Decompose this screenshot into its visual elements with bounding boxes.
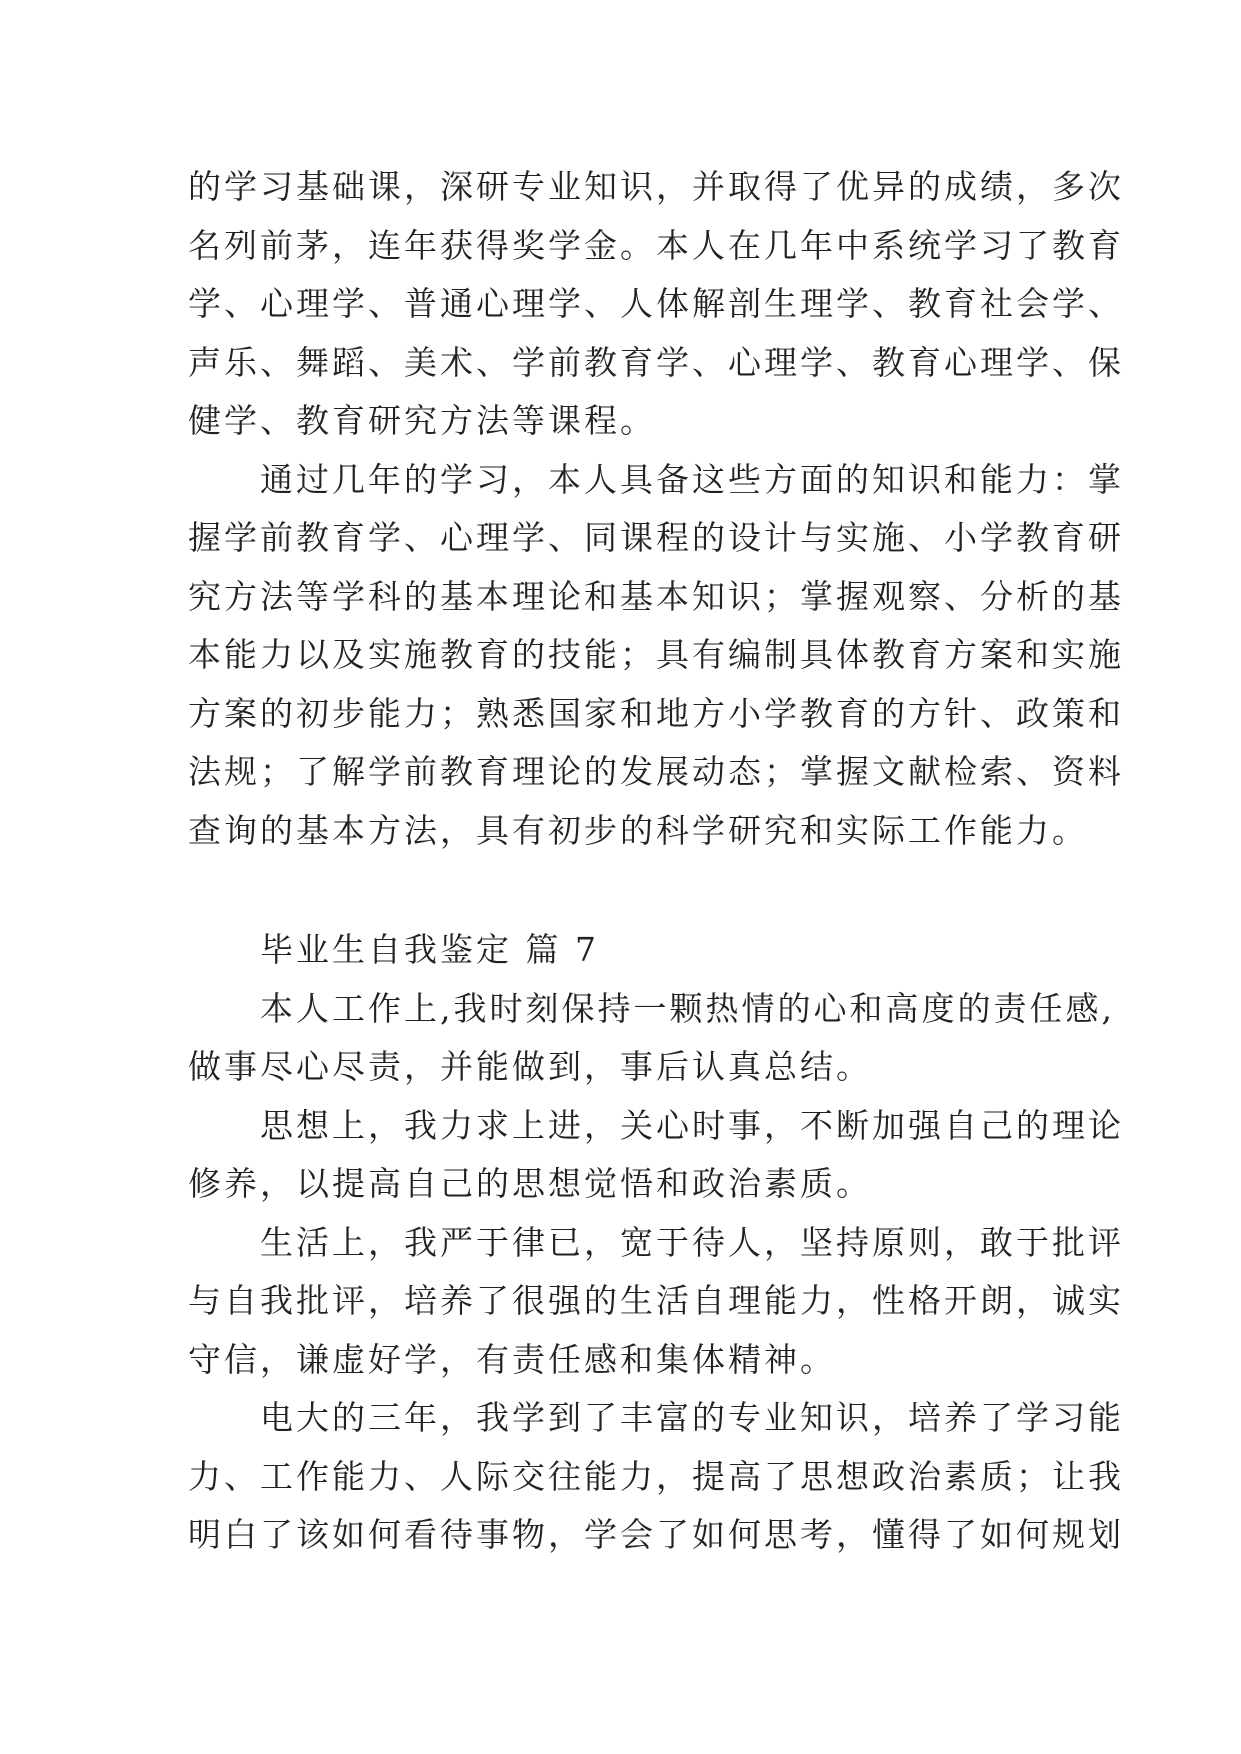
text-line: 握学前教育学、心理学、同课程的设计与实施、小学教育研 <box>188 518 1124 557</box>
text-line: 学、心理学、普通心理学、人体解剖生理学、教育社会学、 <box>188 284 1124 323</box>
paragraph-courses <box>188 158 1124 451</box>
text-line: 做事尽心尽责，并能做到，事后认真总结。 <box>188 1047 872 1086</box>
text-line: 声乐、舞蹈、美术、学前教育学、心理学、教育心理学、保 <box>188 342 1124 382</box>
text-line: 的学习基础课，深研专业知识，并取得了优异的成绩，多次 <box>188 167 1124 206</box>
text-line: 查询的基本方法，具有初步的科学研究和实际工作能力。 <box>188 810 1088 850</box>
text-line: 修养，以提高自己的思想觉悟和政治素质。 <box>188 1164 872 1203</box>
document-body <box>188 158 1124 1565</box>
text-line: 明白了该如何看待事物，学会了如何思考，懂得了如何规划 <box>188 1515 1124 1554</box>
text-line: 法规；了解学前教育理论的发展动态；掌握文献检索、资料 <box>188 752 1124 791</box>
text-line: 思想上，我力求上进，关心时事，不断加强自己的理论 <box>188 1105 1124 1145</box>
section-gap <box>188 860 1068 921</box>
section-heading: 毕业生自我鉴定 篇 7 <box>188 930 599 969</box>
text-line: 究方法等学科的基本理论和基本知识；掌握观察、分析的基 <box>188 576 1124 616</box>
text-line: 本能力以及实施教育的技能；具有编制具体教育方案和实施 <box>188 635 1124 674</box>
text-line: 通过几年的学习，本人具备这些方面的知识和能力：掌 <box>188 459 1124 499</box>
text-line: 电大的三年，我学到了丰富的专业知识，培养了学习能 <box>188 1398 1124 1437</box>
text-line: 守信，谦虚好学，有责任感和集体精神。 <box>188 1339 836 1379</box>
text-line: 方案的初步能力；熟悉国家和地方小学教育的方针、政策和 <box>188 693 1124 733</box>
text-line: 与自我批评，培养了很强的生活自理能力，性格开朗，诚实 <box>188 1281 1124 1320</box>
text-line: 生活上，我严于律已，宽于待人，坚持原则，敢于批评 <box>188 1222 1124 1262</box>
text-line: 本人工作上,我时刻保持一颗热情的心和高度的责任感, <box>188 988 1115 1028</box>
text-line: 力、工作能力、人际交往能力，提高了思想政治素质；让我 <box>188 1456 1124 1496</box>
text-line: 名列前茅，连年获得奖学金。本人在几年中系统学习了教育 <box>188 225 1124 265</box>
text-line: 健学、教育研究方法等课程。 <box>188 401 656 440</box>
paragraph-abilities <box>188 451 1124 861</box>
paragraph-self-assessment <box>188 980 1124 1565</box>
